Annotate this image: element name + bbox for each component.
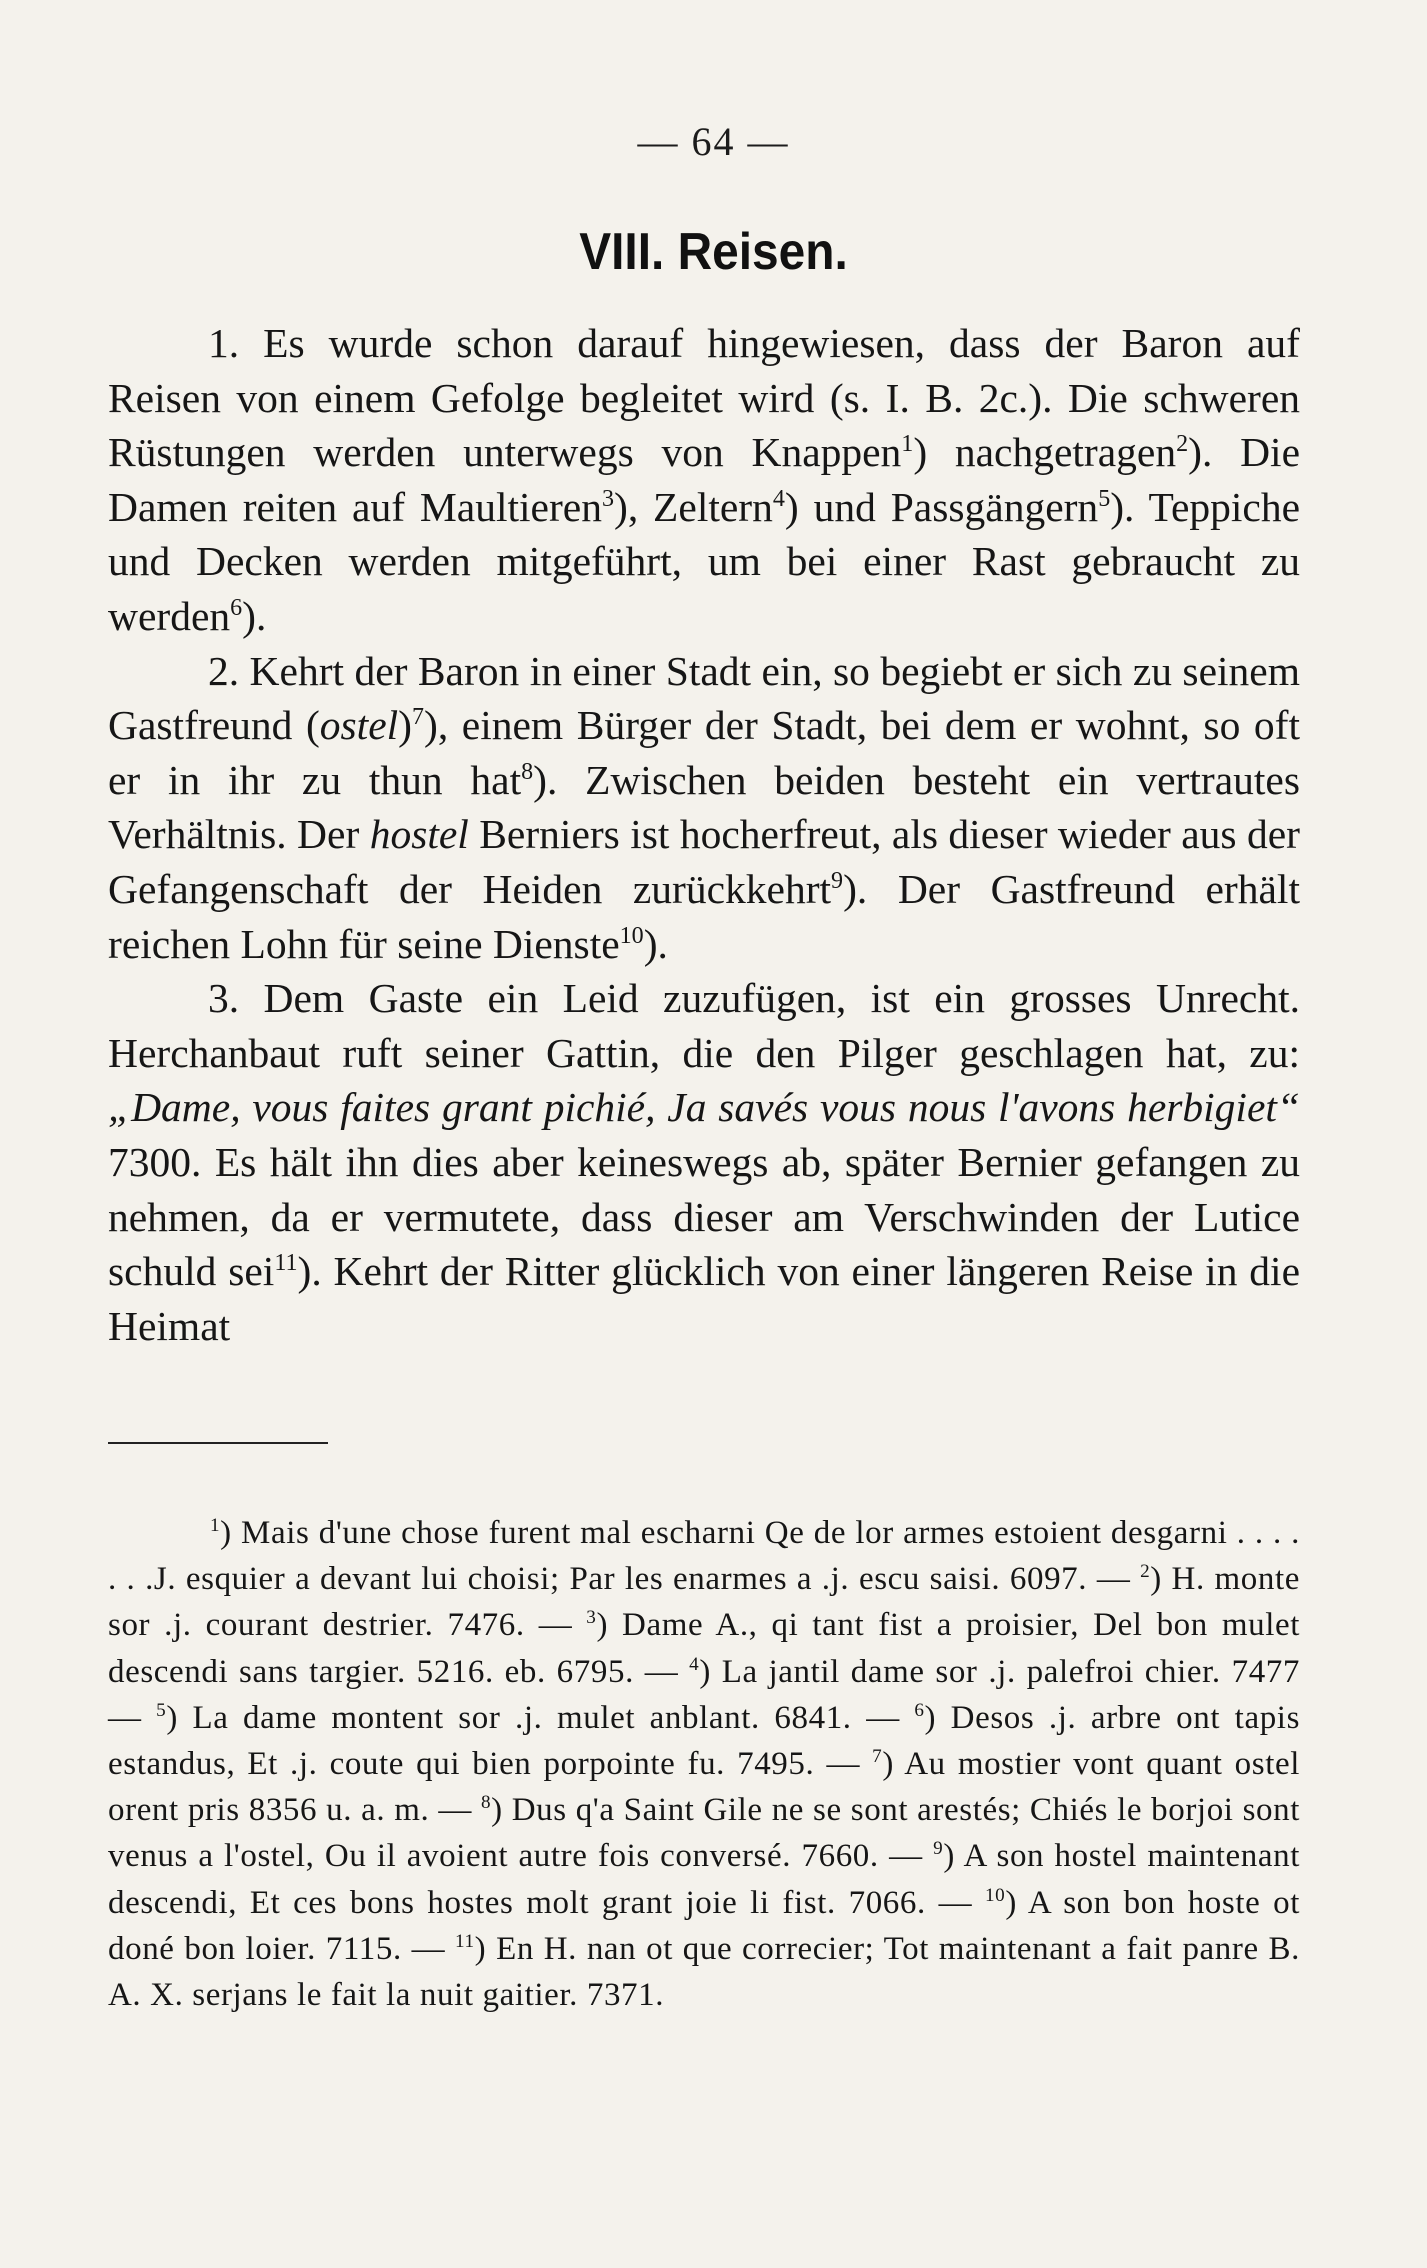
footnote-marker: 4 xyxy=(689,1653,700,1675)
footnote-text: ) En H. nan ot que correcier; Tot maintenant a fait panre B. A. X. serjans le fait la nuit gaitier. 7371. xyxy=(108,1930,1300,2014)
text-run: 2. Kehrt der Baron in einer Stadt ein, so begiebt er sich zu seinem Gastfreund ( xyxy=(108,647,1300,749)
footnote-marker: 9 xyxy=(933,1838,944,1860)
footnote-ref: 10 xyxy=(619,922,644,949)
footnote-marker: 3 xyxy=(586,1607,597,1629)
footnote-marker: 6 xyxy=(914,1699,925,1721)
page-number: — 64 — xyxy=(637,119,790,164)
footnote-marker: 7 xyxy=(872,1746,883,1768)
text-run: ) xyxy=(398,702,412,749)
footnote-ref: 1 xyxy=(901,431,914,458)
text-run: ). Der Gastfreund erhält reichen Lohn für seine Dienste xyxy=(108,865,1300,967)
italic-term: hostel xyxy=(369,811,469,858)
chapter-title: VIII. Reisen. xyxy=(579,223,848,281)
text-run: ). Die Damen reiten auf Maultieren xyxy=(108,429,1300,530)
footnote-marker: 5 xyxy=(156,1699,167,1721)
footnote-text: ) A son hostel maintenant descendi, Et ces bons hostes molt grant joie li fist. 7066. — xyxy=(108,1838,1300,1921)
footnote-ref: 7 xyxy=(412,704,425,731)
italic-term: ostel xyxy=(319,702,399,749)
footnote-ref: 3 xyxy=(601,485,614,512)
footnotes xyxy=(108,1510,1300,2018)
footnote-text: ) Au mostier vont quant ostel orent pris 8356 u. a. m. — xyxy=(108,1746,1300,1829)
text-run: ). Zwischen beiden besteht ein vertrautes Verhältnis. Der xyxy=(108,756,1300,858)
footnote-text: ) La dame montent sor .j. mulet anblant. 6841. — xyxy=(166,1699,915,1736)
text-run: ) und Passgängern xyxy=(784,483,1099,530)
text-run: 1. Es wurde schon darauf hingewiesen, dass der Baron auf Reisen von einem Gefolge begleitet wird (s. I. B. 2c.). Die schweren Rüstungen werden unterwegs von Knappen xyxy=(108,320,1300,476)
footnote-divider xyxy=(108,1442,328,1444)
italic-quote: „Dame, vous faites grant pichié, Ja savés vous nous l'avons herbigiet“ xyxy=(108,1084,1300,1131)
text-run: ). xyxy=(242,592,267,639)
footnote-text: ) La jantil dame sor .j. palefroi chier. 7477 — xyxy=(108,1653,1300,1736)
footnote-marker: 11 xyxy=(455,1930,475,1952)
text-run: ). Teppiche und Decken werden mitgeführt, um bei einer Rast gebraucht zu werden xyxy=(108,483,1301,639)
text-run: ) nachgetragen xyxy=(913,429,1177,476)
footnote-text: ) A son bon hoste ot doné bon loier. 7115. — xyxy=(108,1884,1300,1967)
footnote-text: ) Dame A., qi tant fist a proisier, Del bon mulet descendi sans targier. 5216. eb. 6795. — xyxy=(108,1607,1301,1690)
footnote-ref: 9 xyxy=(831,868,844,895)
text-run: 3. Dem Gaste ein Leid zuzufügen, ist ein grosses Unrecht. Herchanbaut ruft seiner Gattin, die den Pilger geschlagen hat, zu: xyxy=(108,975,1300,1076)
text-run: ), Zeltern xyxy=(614,483,773,530)
text-run: ), einem Bürger der Stadt, bei dem er wohnt, so oft er in ihr zu thun hat xyxy=(108,702,1300,803)
paragraph-3 xyxy=(108,971,1300,1353)
footnote-text: ) Desos .j. arbre ont tapis estandus, Et .j. coute qui bien porpointe fu. 7495. — xyxy=(108,1699,1301,1783)
footnote-ref: 6 xyxy=(230,595,243,622)
footnote-text: ) Dus q'a Saint Gile ne se sont arestés; Chiés le borjoi sont venus a l'ostel, Ou il avoient autre fois conversé. 7660. — xyxy=(108,1792,1300,1875)
footnote-ref: 4 xyxy=(772,485,785,512)
footnote-marker: 10 xyxy=(984,1884,1006,1906)
paragraph-2 xyxy=(108,644,1300,972)
footnote-text: ) H. monte sor .j. courant destrier. 7476. — xyxy=(108,1561,1301,1644)
footnote-marker: 2 xyxy=(1140,1561,1151,1583)
text-run: Berniers ist hocherfreut, als dieser wieder aus der Gefangenschaft der Heiden zurückkehrt xyxy=(108,811,1300,912)
footnote-ref: 5 xyxy=(1098,485,1111,512)
text-run: 7300. Es hält ihn dies aber keineswegs ab, später Bernier gefangen zu nehmen, da er vermutete, dass dieser am Verschwinden der Lutice schuld sei xyxy=(108,1138,1300,1295)
footnote-text: ) Mais d'une chose furent mal escharni Qe de lor armes estoient desgarni . . . . . . .J. esquier a devant lui choisi; Par les enarmes a .j. escu saisi. 6097. — xyxy=(108,1515,1300,1598)
text-run: ). xyxy=(643,920,668,967)
footnote-ref: 2 xyxy=(1176,431,1189,458)
footnote-marker: 8 xyxy=(480,1792,492,1814)
main-text xyxy=(108,316,1300,1353)
footnote-ref: 11 xyxy=(274,1250,298,1277)
footnote-ref: 8 xyxy=(521,758,534,785)
footnote-marker: 1 xyxy=(210,1515,221,1536)
paragraph-1 xyxy=(108,316,1300,644)
text-run: ). Kehrt der Ritter glücklich von einer längeren Reise in die Heimat xyxy=(108,1248,1301,1349)
